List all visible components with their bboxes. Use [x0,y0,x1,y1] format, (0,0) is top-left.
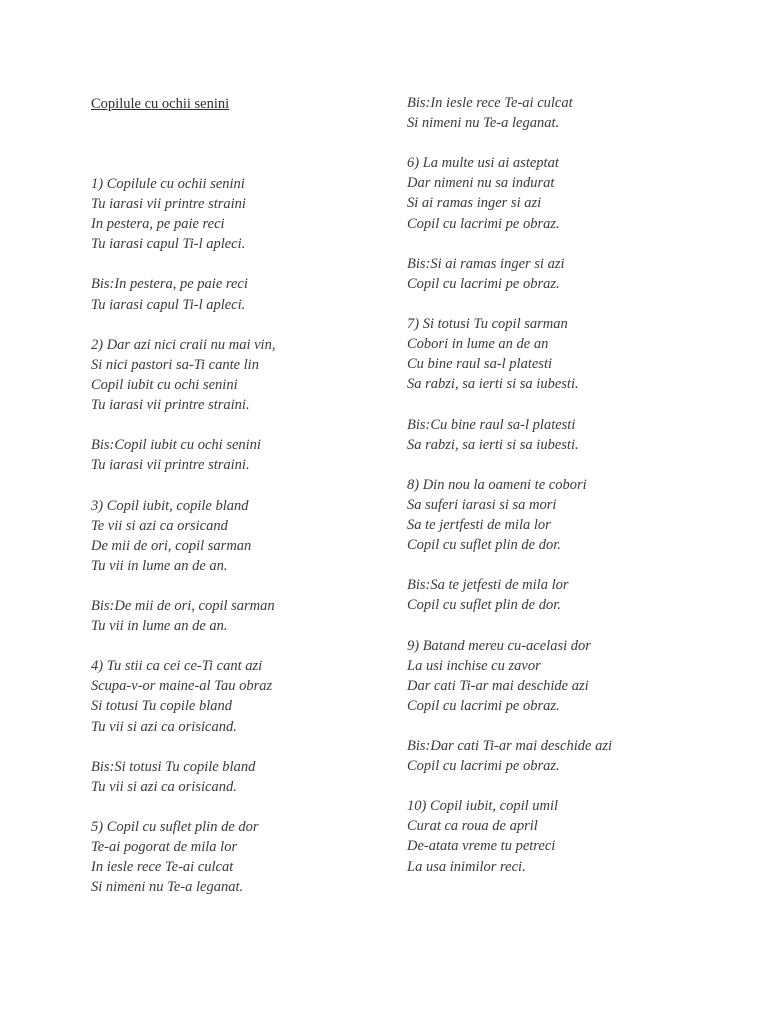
verse-line: Tu iarasi vii printre straini [91,196,246,213]
stanza [407,796,612,876]
verse-line: Tu iarasi vii printre straini. [91,457,250,474]
verse-line: Tu vii in lume an de an. [91,557,228,574]
verse-line: 5) Copil cu suflet plin de dor [91,819,259,835]
verse-line: 2) Dar azi nici craii nu mai vin, [91,336,276,353]
stanza [91,335,275,415]
verse-line: 1) Copilule cu ochii senini [91,176,245,192]
stanza [91,817,275,897]
verse-line: Tu vii in lume an de an. [91,618,228,635]
verse-line: Copil cu suflet plin de dor. [407,597,561,614]
verse-line: Copil cu suflet plin de dor. [407,537,561,554]
left-column [91,174,275,897]
verse-line: Dar nimeni nu sa indurat [407,175,555,192]
verse-line: Bis:Sa te jetfesti de mila lor [407,577,569,594]
verse-line: 9) Batand mereu cu-acelasi dor [407,637,591,654]
stanza [91,174,275,254]
right-column [407,93,612,877]
verse-line: Sa rabzi, sa ierti si sa iubesti. [407,436,579,453]
verse-line: Tu iarasi capul Ti-l apleci. [91,236,246,253]
verse-line: Tu iarasi vii printre straini. [91,397,250,414]
verse-line: Cobori in lume an de an [407,336,549,353]
verse-line: Bis:De mii de ori, copil sarman [91,597,275,614]
verse-line: 4) Tu stii ca cei ce-Ti cant azi [91,658,263,675]
poem-title: Copilule cu ochii senini [91,96,230,112]
stanza [91,757,275,797]
verse-line: Tu vii si azi ca orisicand. [91,718,237,735]
stanza [407,153,612,233]
stanza [407,415,612,455]
verse-line: Copil cu lacrimi pe obraz. [407,215,560,232]
verse-line: Copil cu lacrimi pe obraz. [407,758,560,775]
stanza [407,736,612,776]
verse-line: Si ai ramas inger si azi [407,195,542,212]
stanza [407,93,612,133]
stanza [91,656,275,736]
verse-line: Sa rabzi, sa ierti si sa iubesti. [407,376,579,393]
verse-line: Dar cati Ti-ar mai deschide azi [407,677,589,694]
verse-line: 3) Copil iubit, copile bland [91,497,249,514]
verse-line: Copil cu lacrimi pe obraz. [407,697,560,714]
verse-line: Curat ca roua de april [407,818,538,835]
stanza [407,314,612,394]
verse-line: Bis:Cu bine raul sa-l platesti [407,416,576,433]
verse-line: Te vii si azi ca orsicand [91,517,228,534]
verse-line: Scupa-v-or maine-al Tau obraz [91,678,273,695]
verse-line: 10) Copil iubit, copil umil [407,798,559,815]
stanza [407,254,612,294]
verse-line: Si nici pastori sa-Ti cante lin [91,356,259,373]
verse-line: Bis:Si ai ramas inger si azi [407,255,565,272]
stanza [91,596,275,636]
verse-line: De mii de ori, copil sarman [91,537,252,554]
stanza [407,475,612,555]
verse-line: Tu vii si azi ca orisicand. [91,778,237,795]
verse-line: La usa inimilor reci. [407,858,526,875]
verse-line: Bis:Si totusi Tu copile bland [91,758,256,775]
verse-line: Te-ai pogorat de mila lor [91,839,238,856]
stanza [91,435,275,475]
stanza [407,575,612,615]
verse-line: Bis:In iesle rece Te-ai culcat [407,95,573,111]
verse-line: De-atata vreme tu petreci [407,838,556,855]
verse-line: Bis:Copil iubit cu ochi senini [91,437,261,454]
verse-line: Si nimeni nu Te-a leganat. [407,115,560,132]
verse-line: 7) Si totusi Tu copil sarman [407,316,568,333]
verse-line: 6) La multe usi ai asteptat [407,155,559,172]
verse-line: 8) Din nou la oameni te cobori [407,476,587,493]
verse-line: Sa te jertfesti de mila lor [407,516,551,533]
verse-line: Copil iubit cu ochi senini [91,376,238,393]
verse-line: La usi inchise cu zavor [407,657,541,674]
verse-line: Copil cu lacrimi pe obraz. [407,275,560,292]
verse-line: Bis:Dar cati Ti-ar mai deschide azi [407,738,613,754]
verse-line: Sa suferi iarasi si sa mori [407,496,557,513]
stanza [91,496,275,576]
verse-line: Bis:In pestera, pe paie reci [91,276,248,293]
verse-line: Cu bine raul sa-l platesti [407,356,552,373]
verse-line: Si totusi Tu copile bland [91,698,232,715]
verse-line: Si nimeni nu Te-a leganat. [91,879,244,896]
verse-line: In iesle rece Te-ai culcat [91,859,234,876]
verse-line: In pestera, pe paie reci [91,216,225,233]
stanza [407,636,612,716]
verse-line: Tu iarasi capul Ti-l apleci. [91,296,246,313]
stanza [91,274,275,314]
